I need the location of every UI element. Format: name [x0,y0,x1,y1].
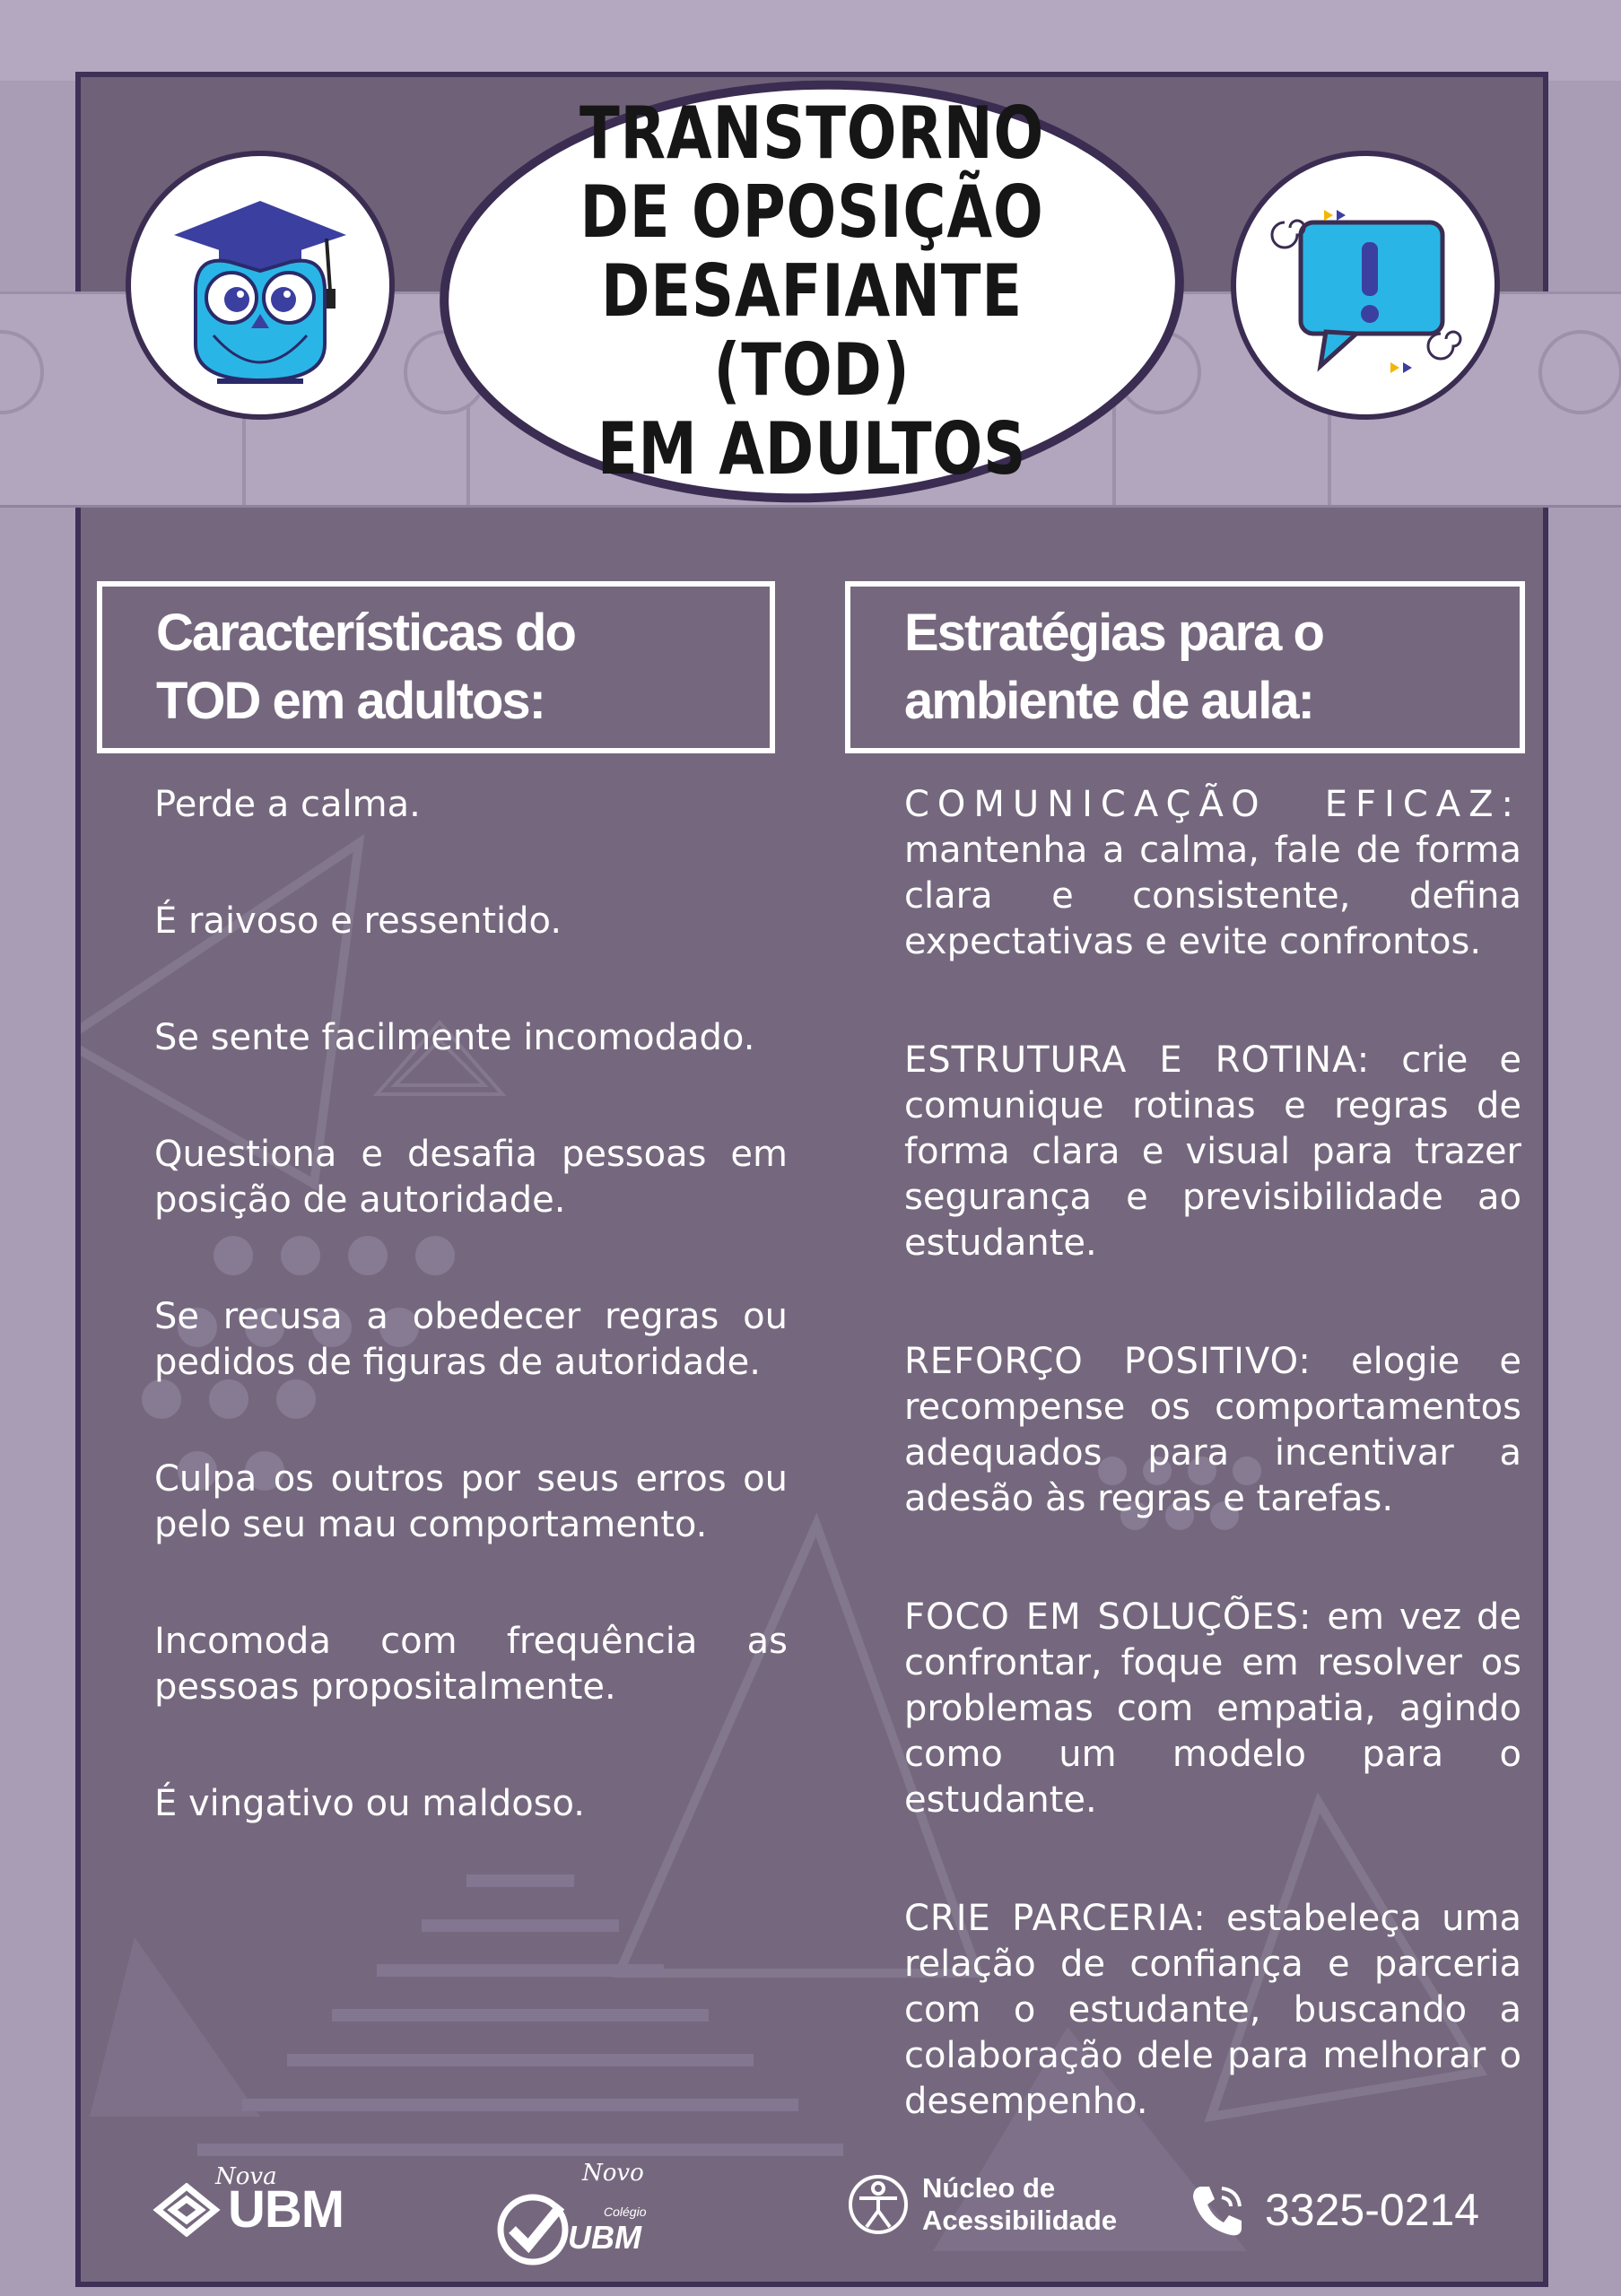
nucleo-acessibilidade-logo [847,2172,1117,2237]
strategies-heading [904,599,1323,735]
list-item: Perde a calma. [154,784,421,825]
speech-bubble-exclamation-icon [1236,156,1495,414]
title-line: TRANSTORNO [579,91,1045,175]
strategy-heading: COMUNICAÇÃO EFICAZ: [904,784,1521,825]
owl-badge [126,151,395,420]
strategies-heading-box [845,581,1525,753]
heading-line: Estratégias para o [904,604,1323,662]
title-ellipse [432,68,1191,516]
strategy-heading: REFORÇO POSITIVO: [904,1341,1312,1382]
strategy-text: mantenha a calma, fale de forma clara e consistente, defina expectativas e evite confrontos. [904,830,1521,962]
strategy-heading: CRIE PARCERIA: [904,1898,1207,1939]
strategy-text: elogie e recompense os comportamentos adequados para incentivar a adesão às regras e tarefas. [904,1341,1522,1519]
footer [75,2144,1548,2287]
accessibility-icon [847,2173,910,2236]
heading-line: ambiente de aula: [904,672,1313,730]
list-item: Culpa os outros por seus erros ou pelo seu mau comportamento. [154,1458,788,1545]
speech-badge [1231,151,1500,420]
title-line: EM ADULTOS [597,407,1027,491]
list-item [904,1595,1521,1823]
characteristics-heading [156,599,575,735]
phone-contact [1188,2179,1479,2240]
list-item: Se recusa a obedecer regras ou pedidos de figuras de autoridade. [154,1296,788,1383]
characteristics-heading-box [97,581,775,753]
list-item [904,782,1521,965]
title-line: DESAFIANTE (TOD) [601,249,1023,412]
nova-script: Nova [215,2163,277,2190]
ubm-word: UBM [228,2180,344,2239]
nucleo-line: Acessibilidade [922,2205,1118,2236]
characteristics-list [154,782,788,1898]
heading-line: TOD em adultos: [156,672,545,730]
list-item: Incomoda com frequência as pessoas propositalmente. [154,1621,788,1708]
heading-line: Características do [156,604,575,662]
nova-ubm-logo [153,2163,344,2239]
colegio-ubm-logo [492,2161,646,2267]
nucleo-text [922,2172,1117,2237]
list-item: É vingativo ou maldoso. [154,1783,585,1824]
phone-number: 3325-0214 [1265,2185,1480,2235]
colegio-small: Colégio [604,2205,647,2219]
nucleo-line: Núcleo de [922,2172,1056,2204]
strategy-text: crie e comunique rotinas e regras de forma clara e visual para trazer segurança e previsibilidade ao estudante. [904,1039,1522,1264]
list-item: Questiona e desafia pessoas em posição de autoridade. [154,1134,788,1221]
strategy-text: em vez de confrontar, foque em resolver os problemas com empatia, agindo como um modelo para o estudante. [904,1596,1522,1821]
strategy-text: estabeleça uma relação de confiança e parceria com o estudante, buscando a colaboração dele para melhorar o desempenho. [904,1898,1521,2122]
owl-graduation-icon [131,156,389,414]
ubm-diamond-icon [153,2183,221,2237]
puzzle-knob [1538,330,1621,414]
title-line: DE OPOSIÇÃO [580,170,1044,254]
phone-icon [1188,2179,1249,2240]
list-item [904,1339,1521,1522]
check-circle-icon [492,2187,573,2267]
strategy-heading: FOCO EM SOLUÇÕES: [904,1596,1312,1638]
puzzle-knob [0,330,44,414]
page-title [449,91,1175,491]
strategy-heading: ESTRUTURA E ROTINA: [904,1039,1371,1081]
list-item [904,1896,1521,2125]
novo-script: Novo [582,2160,644,2187]
top-band [0,0,1621,81]
strategies-list [904,782,1521,2197]
list-item [904,1038,1521,1266]
colegio-ubm-word: UBM [568,2219,641,2256]
list-item: Se sente facilmente incomodado. [154,1017,755,1058]
colegio-text [568,2205,646,2257]
list-item: É raivoso e ressentido. [154,900,562,942]
